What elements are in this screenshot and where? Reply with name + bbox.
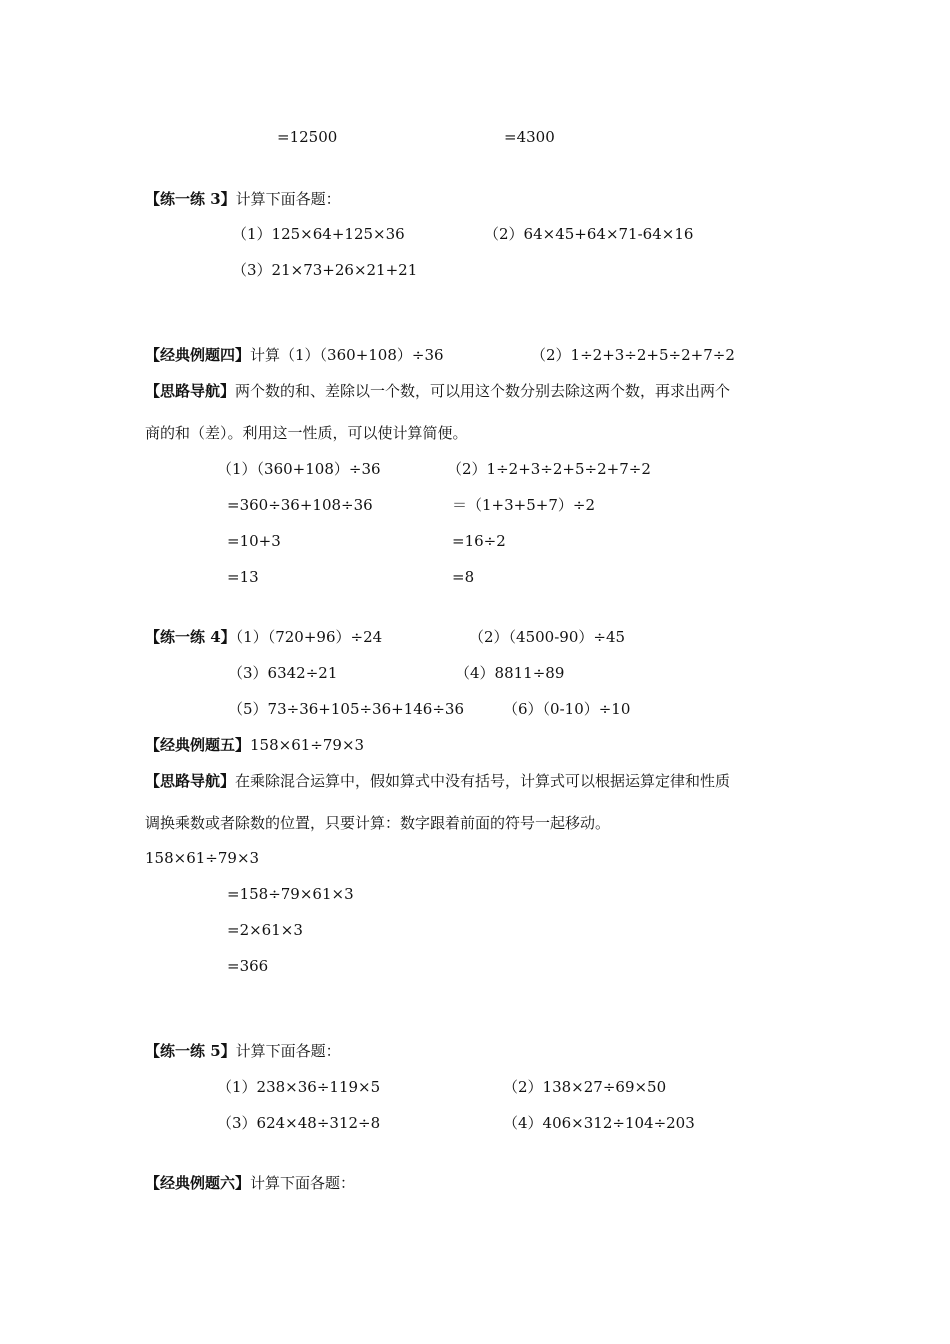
example5-guide-line1: 【思路导航】在乘除混合运算中，假如算式中没有括号，计算式可以根据运算定律和性质 <box>145 772 731 790</box>
example5-guide-line2: 调换乘数或者除数的位置，只要计算：数字跟着前面的符号一起移动。 <box>145 814 611 832</box>
practice3-item: （2）64×45+64×71-64×16 <box>484 225 694 243</box>
example4-right-step: =8 <box>452 568 475 586</box>
practice5-item: （4）406×312÷104÷203 <box>503 1114 695 1132</box>
practice5-item: （3）624×48÷312÷8 <box>217 1114 381 1132</box>
practice4-title: 【练一练 4】 <box>145 628 236 646</box>
practice3-heading <box>145 189 341 209</box>
example4-heading <box>145 345 444 365</box>
example4-guide-title: 【思路导航】 <box>145 382 236 400</box>
practice4-item: （5）73÷36+105÷36+146÷36 <box>228 700 464 718</box>
practice5-item: （1）238×36÷119×5 <box>217 1078 381 1096</box>
example4-left-step: =10+3 <box>227 532 281 550</box>
example4-guide-line2: 商的和（差）。利用这一性质，可以使计算简便。 <box>145 424 468 442</box>
example4-question2: （2）1÷2+3÷2+5÷2+7÷2 <box>531 346 735 364</box>
example4-right-step: =16÷2 <box>452 532 506 550</box>
practice5-title: 【练一练 5】 <box>145 1042 236 1060</box>
example4-title: 【经典例题四】 <box>145 346 251 364</box>
example5-heading <box>145 735 364 755</box>
practice4-item: （4）8811÷89 <box>455 664 565 682</box>
practice3-instruction: 计算下面各题： <box>235 190 341 208</box>
practice4-heading <box>145 627 382 647</box>
example4-left-step: （1）（360+108）÷36 <box>217 460 381 478</box>
practice3-item: （3）21×73+26×21+21 <box>232 261 418 279</box>
practice5-heading <box>145 1041 341 1061</box>
practice4-item: （3）6342÷21 <box>228 664 338 682</box>
example5-title: 【经典例题五】 <box>145 736 251 754</box>
example6-instruction: 计算下面各题： <box>250 1174 356 1192</box>
example6-heading <box>145 1173 355 1193</box>
result-right: =4300 <box>504 128 555 146</box>
example4-left-step: =13 <box>227 568 259 586</box>
practice5-instruction: 计算下面各题： <box>235 1042 341 1060</box>
practice4-item: （2）（4500-90）÷45 <box>469 628 626 646</box>
practice3-title: 【练一练 3】 <box>145 190 236 208</box>
example5-step: =158÷79×61×3 <box>227 885 354 903</box>
example6-title: 【经典例题六】 <box>145 1174 251 1192</box>
practice3-item: （1）125×64+125×36 <box>232 225 405 243</box>
example4-guide-line1: 【思路导航】两个数的和、差除以一个数，可以用这个数分别去除这两个数，再求出两个 <box>145 382 731 400</box>
practice4-item: （6）（0-10）÷10 <box>503 700 631 718</box>
practice5-item: （2）138×27÷69×50 <box>503 1078 667 1096</box>
result-left: =12500 <box>277 128 338 146</box>
example4-right-step: （2）1÷2+3÷2+5÷2+7÷2 <box>447 460 651 478</box>
example4-left-step: =360÷36+108÷36 <box>227 496 373 514</box>
example5-guide-title: 【思路导航】 <box>145 772 236 790</box>
example4-question1: 计算（1）（360+108）÷36 <box>250 346 444 364</box>
practice4-item: （1）（720+96）÷24 <box>235 628 383 646</box>
example4-right-step: ＝（1+3+5+7）÷2 <box>452 496 595 514</box>
example5-step: 158×61÷79×3 <box>145 849 260 867</box>
example5-step: =366 <box>227 957 269 975</box>
example5-question: 158×61÷79×3 <box>250 736 365 754</box>
example5-step: =2×61×3 <box>227 921 303 939</box>
